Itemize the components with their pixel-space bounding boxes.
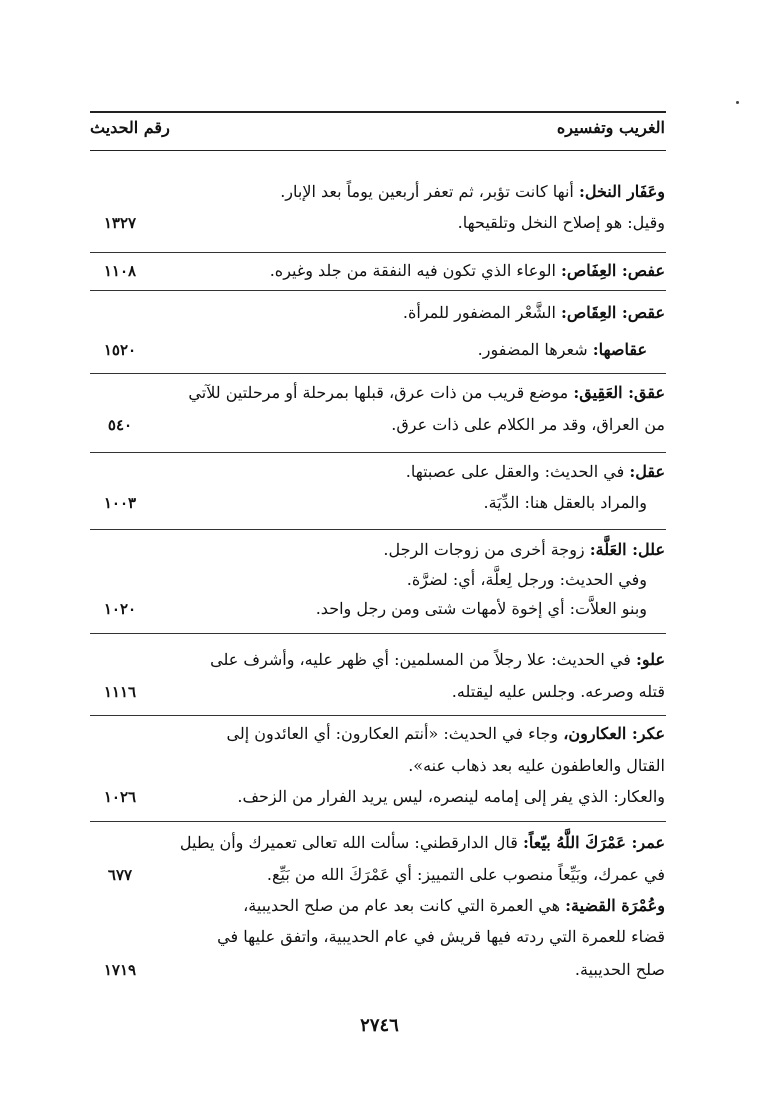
entry-divider: [90, 373, 666, 374]
page-header: [90, 118, 665, 148]
entry-line: [188, 383, 665, 403]
hadith-number: ٥٤٠: [107, 416, 133, 434]
hadith-number: ١٧١٩: [103, 961, 137, 979]
header-top-rule: [90, 111, 666, 113]
entry-text: قتله وصرعه. وجلس عليه ليقتله.: [451, 682, 665, 701]
entry-line: [316, 599, 647, 619]
headword: وعَفَار النخل:: [578, 182, 665, 201]
hadith-number: ١٠٢٦: [103, 788, 137, 806]
hadith-number: ١١١٦: [103, 683, 137, 701]
entry-text: زوجة أخرى من زوجات الرجل.: [383, 540, 590, 559]
hadith-number: ٦٧٧: [107, 866, 133, 884]
entry-line: [217, 927, 665, 947]
entry-text: وقيل: هو إصلاح النخل وتلقيحها.: [457, 213, 665, 232]
entry-divider: [90, 452, 666, 453]
hadith-number: ١٣٢٧: [103, 214, 137, 232]
entry-text: في الحديث: علا رجلاً من المسلمين: أي ظهر عليه، وأشرف على: [210, 650, 636, 669]
margin-dot: [736, 101, 739, 104]
entry-text: أنها كانت تؤبر، ثم تعفر أربعين يوماً بعد الإبار.: [280, 182, 579, 201]
entry-line: [403, 303, 665, 323]
header-number-column: رقم الحديث: [90, 118, 170, 137]
entry-divider: [90, 821, 666, 822]
header-bottom-rule: [90, 150, 666, 151]
entry-line: [227, 724, 665, 744]
entry-text: في عمرك، وبَيِّعاً منصوب على التمييز: أي عَمْرَكَ الله من بَيِّع.: [266, 865, 665, 884]
entry-line: [484, 493, 647, 513]
header-title: الغريب وتفسيره: [556, 118, 665, 137]
entry-line: [408, 756, 665, 776]
entry-text: وبنو العلاَّت: أي إخوة لأمهات شتى ومن رجل واحد.: [315, 599, 647, 618]
entry-text: قضاء للعمرة التي ردته فيها قريش في عام الحديبية، واتفق عليها في: [217, 927, 665, 946]
headword: عفص: العِفَاص:: [561, 261, 665, 280]
entry-text: والعكار: الذي يفر إلى إمامه لينصره، ليس يريد الفرار من الزحف.: [237, 787, 665, 806]
entry-line: [407, 570, 647, 590]
headword: وعُمْرَة القضية:: [565, 896, 665, 915]
entry-text: القتال والعاطفون عليه بعد ذهاب عنه».: [408, 756, 665, 775]
entry-line: [478, 340, 647, 360]
entry-text: موضع قريب من ذات عرق، قبلها بمرحلة أو مرحلتين للآتي: [188, 383, 574, 402]
entry-text: وجاء في الحديث: «أنتم العكارون: أي العائدون إلى: [226, 724, 564, 743]
page-number: ٢٧٤٦: [360, 1015, 399, 1036]
entry-text: هي العمرة التي كانت بعد عام من صلح الحديبية،: [243, 896, 566, 915]
entry-text: الوعاء الذي تكون فيه النفقة من جلد وغيره.: [269, 261, 562, 280]
headword: عمر: عَمْرَكَ اللَّهُ بيّعاً:: [522, 833, 665, 852]
entry-text: وفي الحديث: ورجل لِعلَّة، أي: لضرَّة.: [406, 570, 647, 589]
entry-divider: [90, 529, 666, 530]
entry-line: [575, 960, 665, 980]
entry-line: [180, 833, 665, 853]
entry-line: [237, 787, 665, 807]
entry-text: من العراق، وقد مر الكلام على ذات عرق.: [391, 415, 665, 434]
entry-divider: [90, 633, 666, 634]
headword: عقق: العَقِيق:: [573, 383, 665, 402]
hadith-number: ١١٠٨: [103, 262, 137, 280]
entry-line: [210, 650, 665, 670]
headword: عقاصها:: [592, 340, 647, 359]
hadith-number: ١٥٢٠: [103, 341, 137, 359]
entry-text: قال الدارقطني: سألت الله تعالى تعميرك وأن يطيل: [179, 833, 523, 852]
entry-text: والمراد بالعقل هنا: الدِّيَة.: [483, 493, 647, 512]
headword: عقص: العِقَاص:: [561, 303, 665, 322]
headword: عكر: العكارون،: [563, 724, 665, 743]
entry-divider: [90, 715, 666, 716]
entry-divider: [90, 252, 666, 253]
entry-text: الشَّعْر المضفور للمرأة.: [402, 303, 562, 322]
entry-line: [391, 415, 665, 435]
entry-divider: [90, 290, 666, 291]
hadith-number: ١٠٢٠: [103, 600, 137, 618]
entry-line: [452, 682, 665, 702]
entry-line: [280, 182, 665, 202]
entry-line: [270, 261, 665, 281]
headword: علل: العَلَّة:: [589, 540, 665, 559]
entry-line: [406, 462, 665, 482]
entry-line: [267, 865, 665, 885]
headword: عقل:: [629, 462, 665, 481]
entry-text: شعرها المضفور.: [477, 340, 593, 359]
entry-text: في الحديث: والعقل على عصبتها.: [405, 462, 630, 481]
hadith-number: ١٠٠٣: [103, 494, 137, 512]
entry-line: [458, 213, 665, 233]
entry-line: [243, 896, 665, 916]
entry-text: صلح الحديبية.: [574, 960, 665, 979]
headword: علو:: [635, 650, 665, 669]
entry-line: [383, 540, 665, 560]
